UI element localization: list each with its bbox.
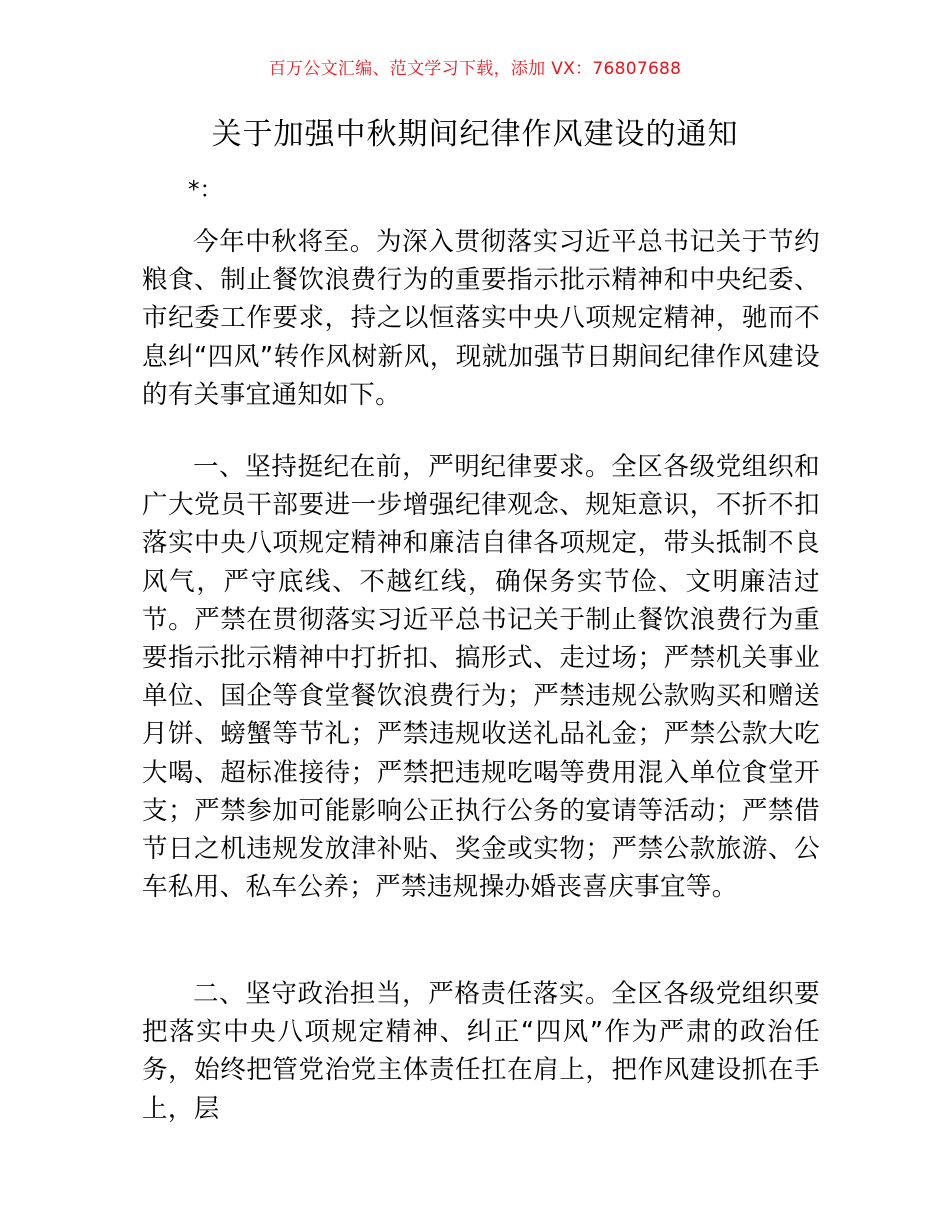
header-watermark-text: 百万公文汇编、范文学习下载，添加 VX：76807688 <box>268 59 682 79</box>
paragraph-section-two: 二、坚守政治担当，严格责任落实。全区各级党组织要把落实中央八项规定精神、纠正“四风”作为严肃的政治任务，始终把管党治党主体责任扛在肩上，把作风建设抓在手上，层 <box>142 979 820 1124</box>
paragraph-intro: 今年中秋将至。为深入贯彻落实习近平总书记关于节约粮食、制止餐饮浪费行为的重要指示批示精神和中央纪委、市纪委工作要求，持之以恒落实中央八项规定精神，驰而不息纠“四风”转作风树新风，现就加强节日期间纪律作风建设的有关事宜通知如下。 <box>142 227 820 410</box>
paragraph-section-one: 一、坚持挺纪在前，严明纪律要求。全区各级党组织和广大党员干部要进一步增强纪律观念、规矩意识，不折不扣落实中央八项规定精神和廉洁自律各项规定，带头抵制不良风气，严守底线、不越红线，确保务实节俭、文明廉洁过节。严禁在贯彻落实习近平总书记关于制止餐饮浪费行为重要指示批示精神中打折扣、搞形式、走过场；严禁机关事业单位、国企等食堂餐饮浪费行为；严禁违规公款购买和赠送月饼、螃蟹等节礼；严禁违规收送礼品礼金；严禁公款大吃大喝、超标准接待；严禁把违规吃喝等费用混入单位食堂开支；严禁参加可能影响公正执行公务的宴请等活动；严禁借节日之机违规发放津补贴、奖金或实物；严禁公款旅游、公车私用、私车公养；严禁违规操办婚丧喜庆事宜等。 <box>142 452 820 903</box>
document-title: 关于加强中秋期间纪律作风建设的通知 <box>211 117 739 152</box>
salutation: *： <box>188 177 223 203</box>
